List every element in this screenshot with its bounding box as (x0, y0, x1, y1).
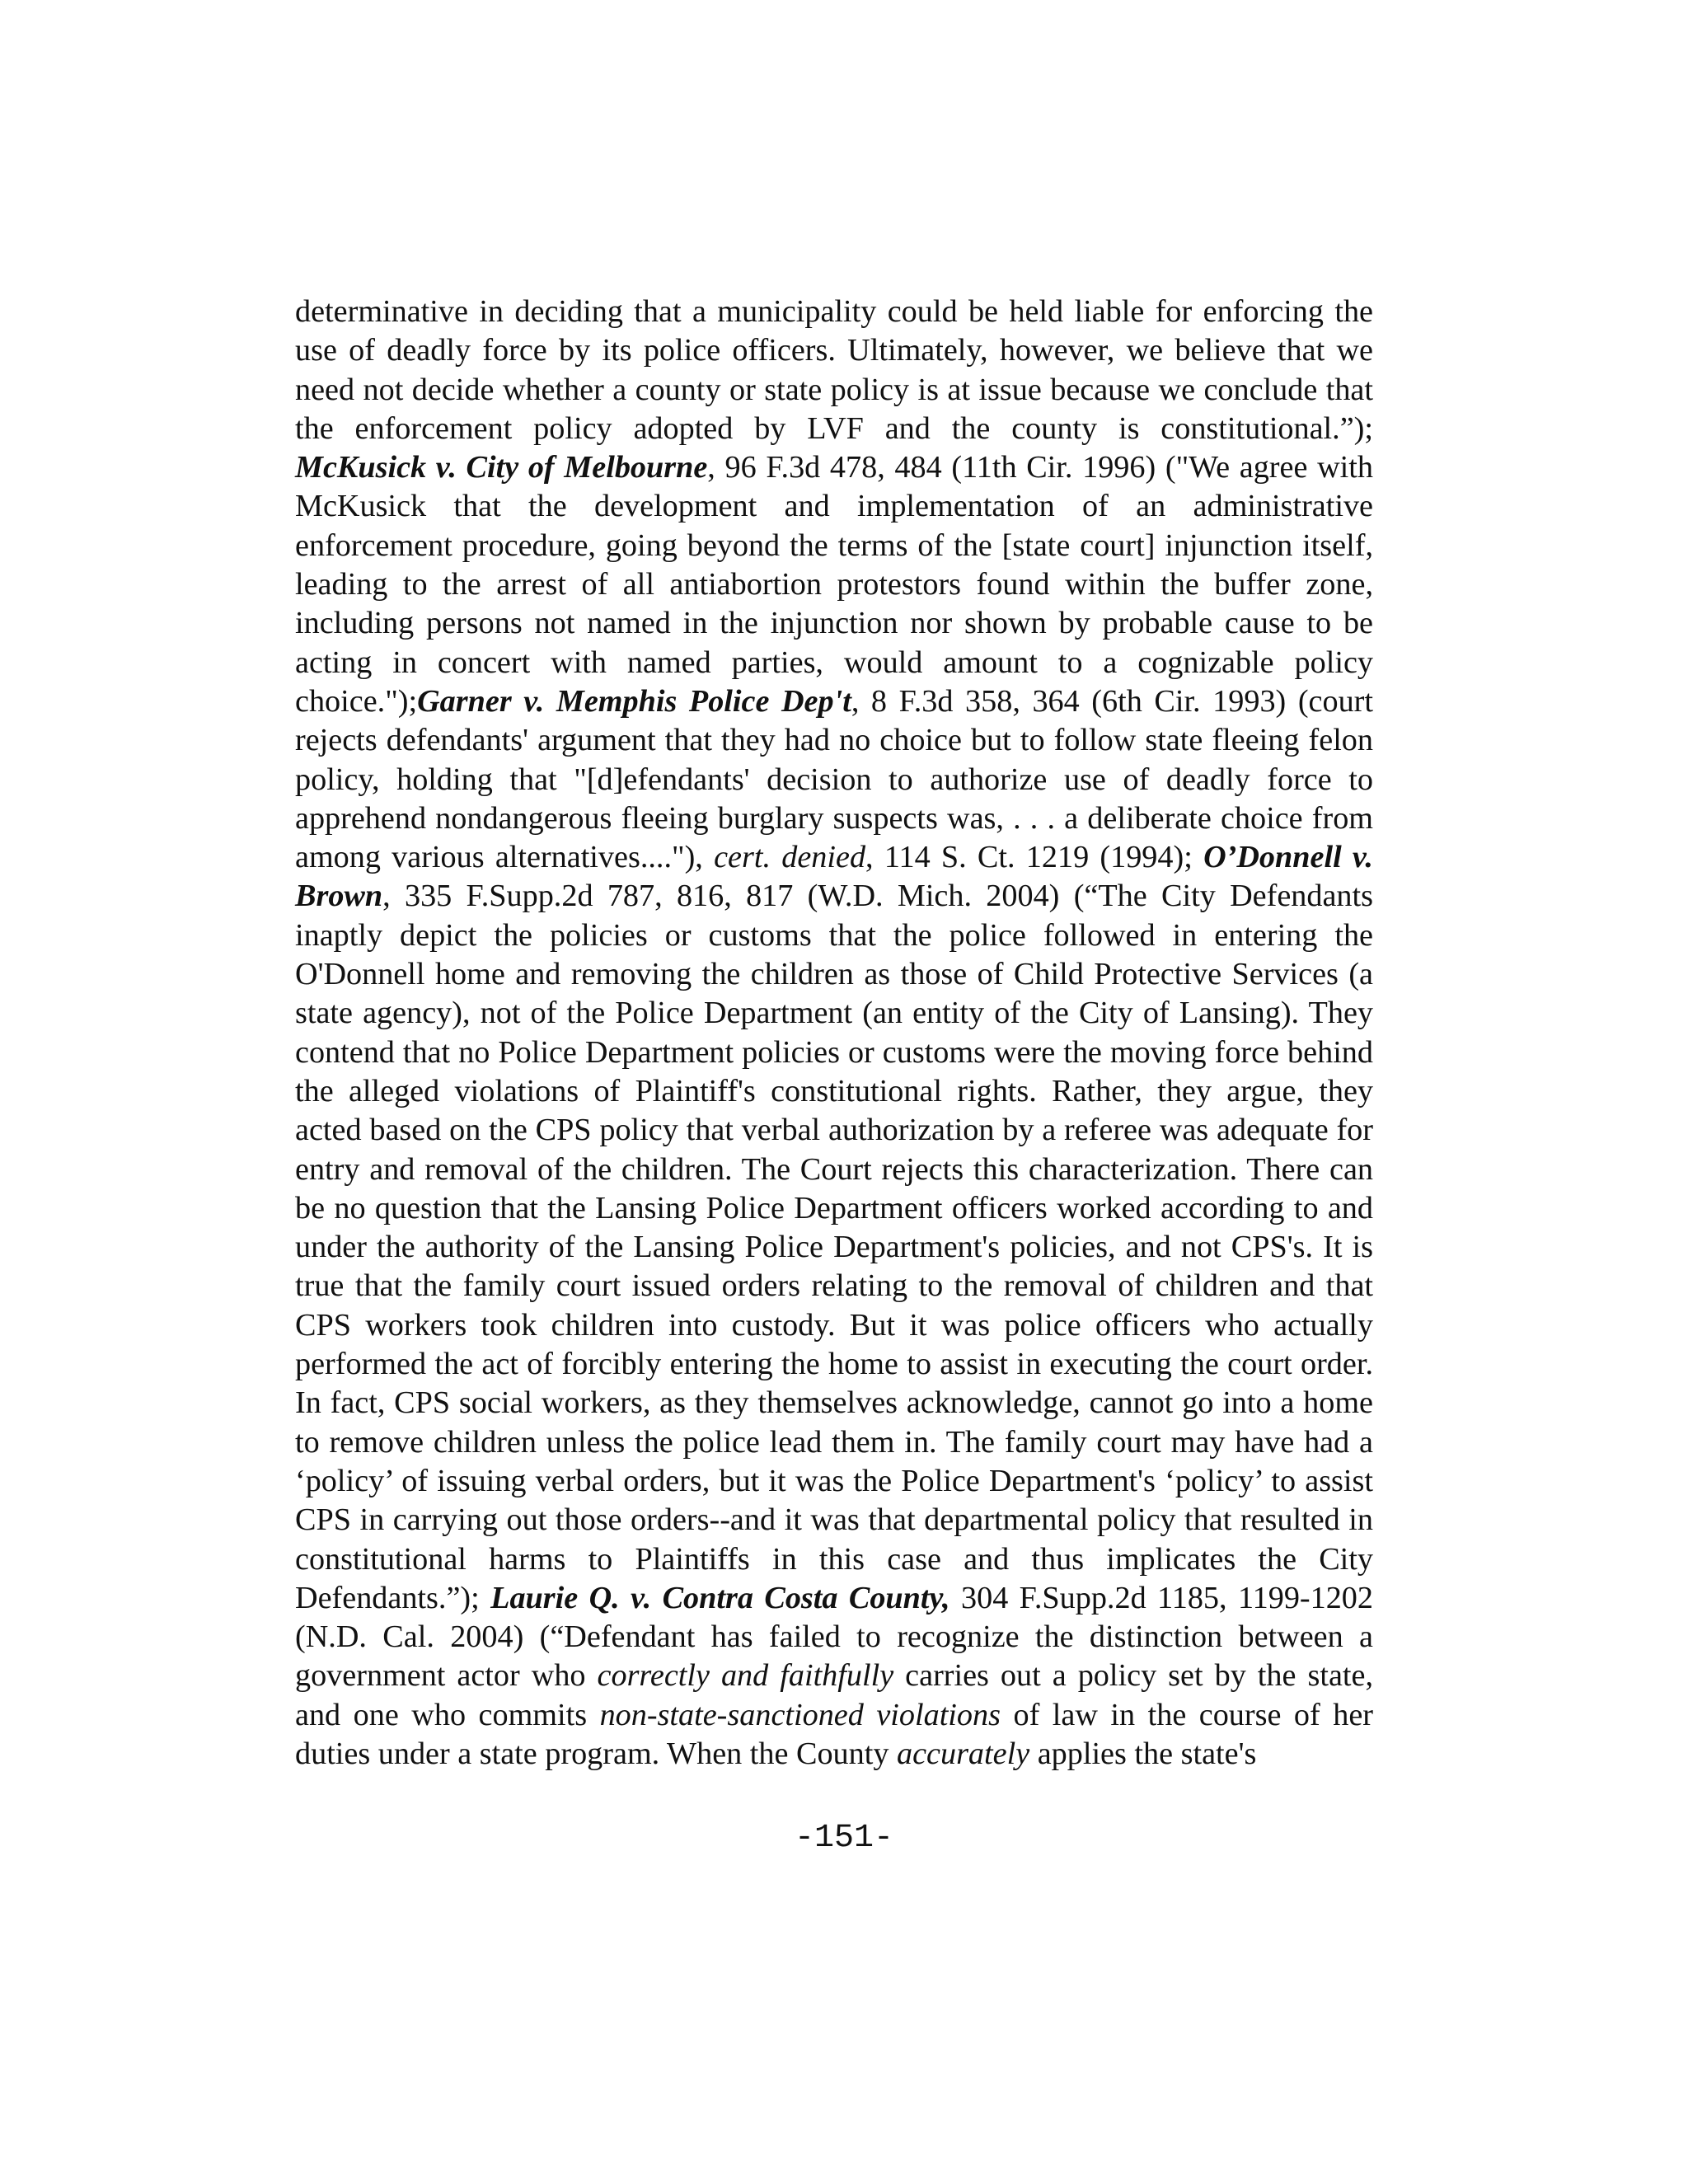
text-segment: 304 F.Supp.2d 1185, 1199-1202 (N.D. Cal. 2004) (“Defendant has failed to recognize the distinction between a government actor who (295, 1580, 1373, 1694)
text-segment: , 8 F.3d 358, 364 (6th Cir. 1993) (court rejects defendants' argument that they had no choice but to follow state fleeing felon policy, holding that "[d]efendants' decision to authorize use of deadly force to apprehend nondangerous fleeing burglary suspects was, . . . a deliberate choice from among various alternatives...."), (295, 683, 1373, 875)
italic-phrase: correctly and faithfully (597, 1658, 894, 1694)
text-segment: of law in the course of her duties under a state program. When the County (295, 1697, 1373, 1771)
text-segment: applies the state's (1029, 1736, 1257, 1771)
text-segment: determinative in deciding that a municipality could be held liable for enforcing the use of deadly force by its police officers. Ultimately, however, we believe that we need not decide whether a county or state policy is at issue because we conclude that the enforcement policy adopted by LVF and the county is constitutional.”); (295, 294, 1373, 446)
body-paragraph (295, 293, 1373, 1774)
text-segment: , 96 F.3d 478, 484 (11th Cir. 1996) ("We agree with McKusick that the development and implementation of an administrative enforcement procedure, going beyond the terms of the [state court] injunction itself, leading to the arrest of all antiabortion protestors found within the buffer zone, including persons not named in the injunction nor shown by probable cause to be acting in concert with named parties, would amount to a cognizable policy choice."); (295, 450, 1373, 719)
italic-phrase: accurately (896, 1736, 1030, 1771)
italic-phrase: non-state-sanctioned violations (599, 1697, 1001, 1732)
case-citation: O’Donnell v. Brown (295, 840, 1373, 914)
page-number: -151- (794, 1820, 894, 1857)
text-segment: carries out a policy set by the state, and one who commits (295, 1658, 1373, 1732)
text-segment: , 335 F.Supp.2d 787, 816, 817 (W.D. Mich. 2004) (“The City Defendants inaptly depict the policies or customs that the police followed in entering the O'Donnell home and removing the children as those of Child Protective Services (a state agency), not of the Police Department (an entity of the City of Lansing). They contend that no Police Department policies or customs were the moving force behind the alleged violations of Plaintiff's constitutional rights. Rather, they argue, they acted based on the CPS policy that verbal authorization by a referee was adequate for entry and removal of the children. The Court rejects this characterization. There can be no question that the Lansing Police Department officers worked according to and under the authority of the Lansing Police Department's policies, and not CPS's. It is true that the family court issued orders relating to the removal of children and that CPS workers took children into custody. But it was police officers who actually performed the act of forcibly entering the home to assist in executing the court order. In fact, CPS social workers, as they themselves acknowledge, cannot go into a home to remove children unless the police lead them in. The family court may have had a ‘policy’ of issuing verbal orders, but it was the Police Department's ‘policy’ to assist CPS in carrying out those orders--and it was that departmental policy that resulted in constitutional harms to Plaintiffs in this case and thus implicates the City Defendants.”); (295, 879, 1373, 1615)
case-citation: Laurie Q. v. Contra Costa County, (490, 1580, 950, 1615)
case-citation: McKusick v. City of Melbourne (295, 450, 708, 485)
italic-phrase: cert. denied (714, 840, 866, 875)
text-segment: , 114 S. Ct. 1219 (1994); (865, 840, 1204, 875)
case-citation: Garner v. Memphis Police Dep't (417, 683, 851, 719)
